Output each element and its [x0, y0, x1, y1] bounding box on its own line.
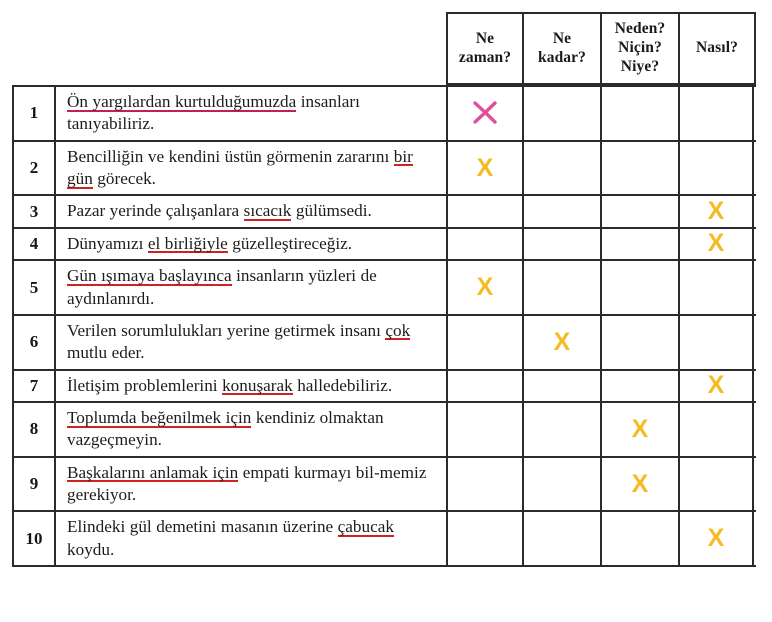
underlined-phrase: bir gün [67, 146, 413, 189]
table-row [14, 196, 756, 228]
cross-mark-icon: X [476, 153, 494, 182]
sentence-text [67, 233, 352, 255]
answer-cell-ne-kadar[interactable] [524, 371, 602, 401]
answer-cell-ne-zaman[interactable] [448, 196, 524, 226]
sentence-text [67, 375, 392, 397]
answer-cell-ne-kadar[interactable] [524, 142, 602, 195]
table-row [14, 87, 756, 142]
sentence-segment: Verilen sorumlulukları yerine getirmek insanı [67, 320, 386, 340]
table-row [14, 229, 756, 261]
answer-cell-neden-nicin-niye[interactable] [602, 229, 680, 259]
answer-cell-ne-zaman[interactable] [448, 142, 524, 195]
sentence-segment: Elindeki gül demetini masanın üzerine [67, 517, 338, 537]
answer-cell-ne-zaman[interactable] [448, 403, 524, 456]
sentence-cell [56, 458, 448, 511]
table-row [14, 403, 756, 458]
answer-cell-ne-zaman[interactable] [448, 229, 524, 259]
column-header-line: Nasıl? [696, 39, 738, 57]
cross-mark-icon: X [707, 371, 725, 400]
sentence-cell [56, 316, 448, 369]
sentence-cell [56, 403, 448, 456]
answer-cell-ne-kadar[interactable] [524, 512, 602, 565]
underlined-phrase: konuşarak [222, 375, 293, 395]
answer-cell-neden-nicin-niye[interactable] [602, 142, 680, 195]
table-row [14, 371, 756, 403]
column-header-ne-kadar [524, 14, 602, 83]
answer-cell-ne-zaman[interactable] [448, 316, 524, 369]
answer-cell-nasil[interactable] [680, 261, 754, 314]
sentence-cell [56, 142, 448, 195]
sentence-segment: empati kurmayı bil-memiz gerekiyor. [67, 462, 427, 505]
sentence-cell [56, 371, 448, 401]
sentence-text [67, 407, 436, 452]
answer-cell-ne-zaman[interactable] [448, 458, 524, 511]
answer-cell-neden-nicin-niye[interactable] [602, 458, 680, 511]
row-number: 6 [14, 316, 56, 369]
table-row [14, 142, 756, 197]
sentence-text [67, 265, 436, 310]
underlined-phrase: çok [385, 320, 411, 340]
cross-mark-icon: X [707, 524, 725, 553]
answer-cell-nasil[interactable] [680, 403, 754, 456]
answer-cell-neden-nicin-niye[interactable] [602, 261, 680, 314]
sentence-segment: Dünyamızı [67, 233, 148, 253]
sentence-text [67, 146, 436, 191]
answer-cell-nasil[interactable] [680, 142, 754, 195]
column-header-line: Ne [552, 29, 572, 47]
answer-cell-ne-kadar[interactable] [524, 403, 602, 456]
sentence-segment: halledebiliriz. [292, 375, 393, 395]
sentence-text [67, 320, 436, 365]
answer-cell-nasil[interactable] [680, 87, 754, 140]
sentence-text [67, 200, 372, 222]
answer-cell-nasil[interactable] [680, 458, 754, 511]
sentence-segment: görecek. [92, 169, 156, 189]
sentence-segment: kendiniz olmaktan vazgeçmeyin. [67, 407, 384, 450]
cross-mark-icon: X [707, 229, 725, 258]
row-number: 4 [14, 229, 56, 259]
row-number: 1 [14, 87, 56, 140]
column-header-line: Neden? [614, 20, 666, 38]
answer-cell-ne-kadar[interactable] [524, 261, 602, 314]
sentence-cell [56, 229, 448, 259]
table-row [14, 261, 756, 316]
sentence-segment: insanların yüzleri de aydınlanırdı. [67, 266, 377, 308]
answer-cell-neden-nicin-niye[interactable] [602, 87, 680, 140]
sentence-segment: Bencilliğin ve kendini üstün görmenin zararını [67, 146, 394, 166]
answer-cell-ne-zaman[interactable] [448, 512, 524, 565]
answer-cell-neden-nicin-niye[interactable] [602, 403, 680, 456]
answer-cell-ne-kadar[interactable] [524, 87, 602, 140]
underlined-phrase: Başkalarını anlamak için [67, 462, 239, 482]
answer-cell-nasil[interactable] [680, 196, 754, 226]
row-number: 5 [14, 261, 56, 314]
table-row [14, 316, 756, 371]
row-number: 8 [14, 403, 56, 456]
sentence-cell [56, 87, 448, 140]
table-body [12, 85, 756, 567]
column-header-line: Niçin? [618, 39, 662, 57]
answer-cell-neden-nicin-niye[interactable] [602, 196, 680, 226]
table-row [14, 512, 756, 567]
answer-cell-neden-nicin-niye[interactable] [602, 371, 680, 401]
cross-mark-icon: X [553, 327, 571, 356]
answer-cell-ne-kadar[interactable] [524, 196, 602, 226]
sentence-segment: insanları tanıyabiliriz. [67, 92, 360, 134]
sentence-text [67, 91, 436, 136]
sentence-cell [56, 261, 448, 314]
sentence-segment: İletişim problemlerini [67, 375, 223, 395]
column-header-nasil [680, 14, 754, 83]
row-number: 2 [14, 142, 56, 195]
answer-cell-nasil[interactable] [680, 371, 754, 401]
sentence-cell [56, 512, 448, 565]
sentence-segment: Pazar yerinde çalışanlara [67, 201, 244, 221]
row-number: 3 [14, 196, 56, 226]
row-number: 10 [14, 512, 56, 565]
underlined-phrase: sıcacık [243, 201, 292, 221]
answer-cell-nasil[interactable] [680, 316, 754, 369]
underlined-phrase: el birliğiyle [147, 233, 228, 253]
row-number: 7 [14, 371, 56, 401]
underlined-phrase: Toplumda beğenilmek için [67, 407, 252, 427]
row-number: 9 [14, 458, 56, 511]
column-header-line: Niye? [620, 57, 660, 75]
cross-mark-icon: X [631, 469, 649, 498]
column-header-line: kadar? [538, 48, 586, 66]
cross-mark-icon: X [476, 273, 494, 302]
answer-cell-neden-nicin-niye[interactable] [602, 512, 680, 565]
cross-mark-icon: X [707, 197, 725, 226]
underlined-phrase: çabucak [337, 517, 394, 537]
cross-mark-icon: X [631, 414, 649, 443]
column-header-ne-zaman [448, 14, 524, 83]
answer-cell-ne-zaman[interactable] [448, 87, 524, 140]
answer-cell-ne-kadar[interactable] [524, 316, 602, 369]
answer-cell-ne-zaman[interactable] [448, 371, 524, 401]
sentence-text [67, 462, 436, 507]
answer-cell-neden-nicin-niye[interactable] [602, 316, 680, 369]
answer-cell-nasil[interactable] [680, 512, 754, 565]
underlined-phrase: Gün ışımaya başlayınca [67, 266, 232, 286]
sentence-segment: koydu. [67, 539, 115, 559]
sentence-segment: gülümsedi. [291, 201, 372, 221]
sentence-segment: mutlu eder. [67, 343, 145, 363]
column-header-line: zaman? [458, 48, 512, 66]
column-header-neden-nicin-niye [602, 14, 680, 83]
column-header-line: Ne [475, 29, 495, 47]
underlined-phrase: Ön yargılardan kurtulduğumuzda [67, 92, 297, 111]
cross-mark-icon [470, 98, 500, 128]
sentence-segment: güzelleştireceğiz. [227, 233, 353, 253]
table-header-row [446, 12, 756, 85]
answer-cell-ne-kadar[interactable] [524, 458, 602, 511]
sentence-text [67, 516, 436, 561]
answer-cell-ne-zaman[interactable] [448, 261, 524, 314]
table-row [14, 458, 756, 513]
sentence-cell [56, 196, 448, 226]
answer-cell-ne-kadar[interactable] [524, 229, 602, 259]
answer-cell-nasil[interactable] [680, 229, 754, 259]
